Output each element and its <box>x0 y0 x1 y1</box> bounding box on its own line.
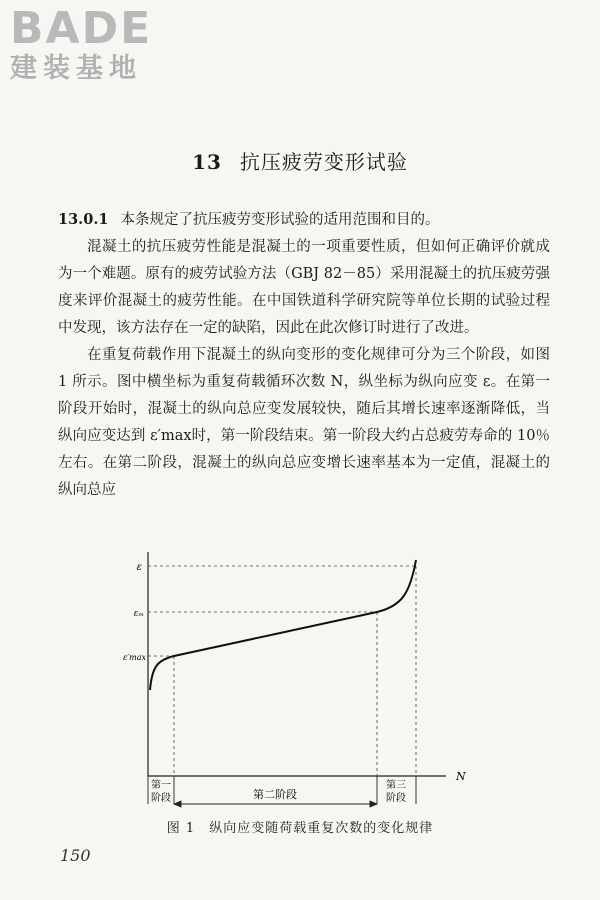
strain-curve <box>150 560 416 690</box>
paragraph-2: 在重复荷载作用下混凝土的纵向变形的变化规律可分为三个阶段，如图 1 所示。图中横坐标为重复荷载循环次数 N，纵坐标为纵向应变 ε。在第一阶段开始时，混凝土的纵向总应变发展较快，随后其增长速率逐渐降低，当纵向应变达到 ε′max时，第一阶段结束。第一阶段大约占总疲劳寿命的 10％左右。在第二阶段，混凝土的纵向总应变增长速率基本为一定值，混凝土的纵向总应 <box>58 347 550 498</box>
clause-number: 13.0.1 <box>58 211 109 228</box>
stage3-label-line2: 阶段 <box>386 793 406 804</box>
y-label-epsilon: ε <box>136 562 142 573</box>
stage1-label-line1: 第一 <box>151 780 171 791</box>
logo <box>10 3 180 84</box>
stage3-label-line1: 第三 <box>386 780 406 791</box>
logo-chinese-text: 建装基地 <box>10 53 142 84</box>
section-title-text: 抗压疲劳变形试验 <box>239 150 408 174</box>
stage2-label: 第二阶段 <box>253 788 297 801</box>
strain-curve-figure <box>120 548 480 838</box>
figure-caption: 图 1 纵向应变随荷载重复次数的变化规律 <box>166 821 434 836</box>
section-title <box>0 146 600 175</box>
logo-latin-text: BADE <box>10 3 153 54</box>
y-label-epsilon-max: ε′max <box>123 653 146 662</box>
section-number: 13 <box>192 150 222 174</box>
clause-paragraph <box>58 206 550 234</box>
guide-lines <box>148 566 416 776</box>
page-number: 150 <box>60 846 91 865</box>
x-label-n: N <box>456 770 466 783</box>
stage2-arrow <box>174 801 377 807</box>
y-label-epsilon-m: εₘ <box>133 609 144 619</box>
stage1-label-line2: 阶段 <box>151 793 171 804</box>
clause-text: 本条规定了抗压疲劳变形试验的适用范围和目的。 <box>120 212 440 228</box>
paragraph-1: 混凝土的抗压疲劳性能是混凝土的一项重要性质，但如何正确评价就成为一个难题。原有的疲劳试验方法（GBJ 82－85）采用混凝土的抗压疲劳强度来评价混凝土的疲劳性能。在中国铁道科学研究院等单位长期的试验过程中发现，该方法存在一定的缺陷，因此在此次修订时进行了改进。 <box>58 239 550 336</box>
body-text <box>58 206 550 504</box>
